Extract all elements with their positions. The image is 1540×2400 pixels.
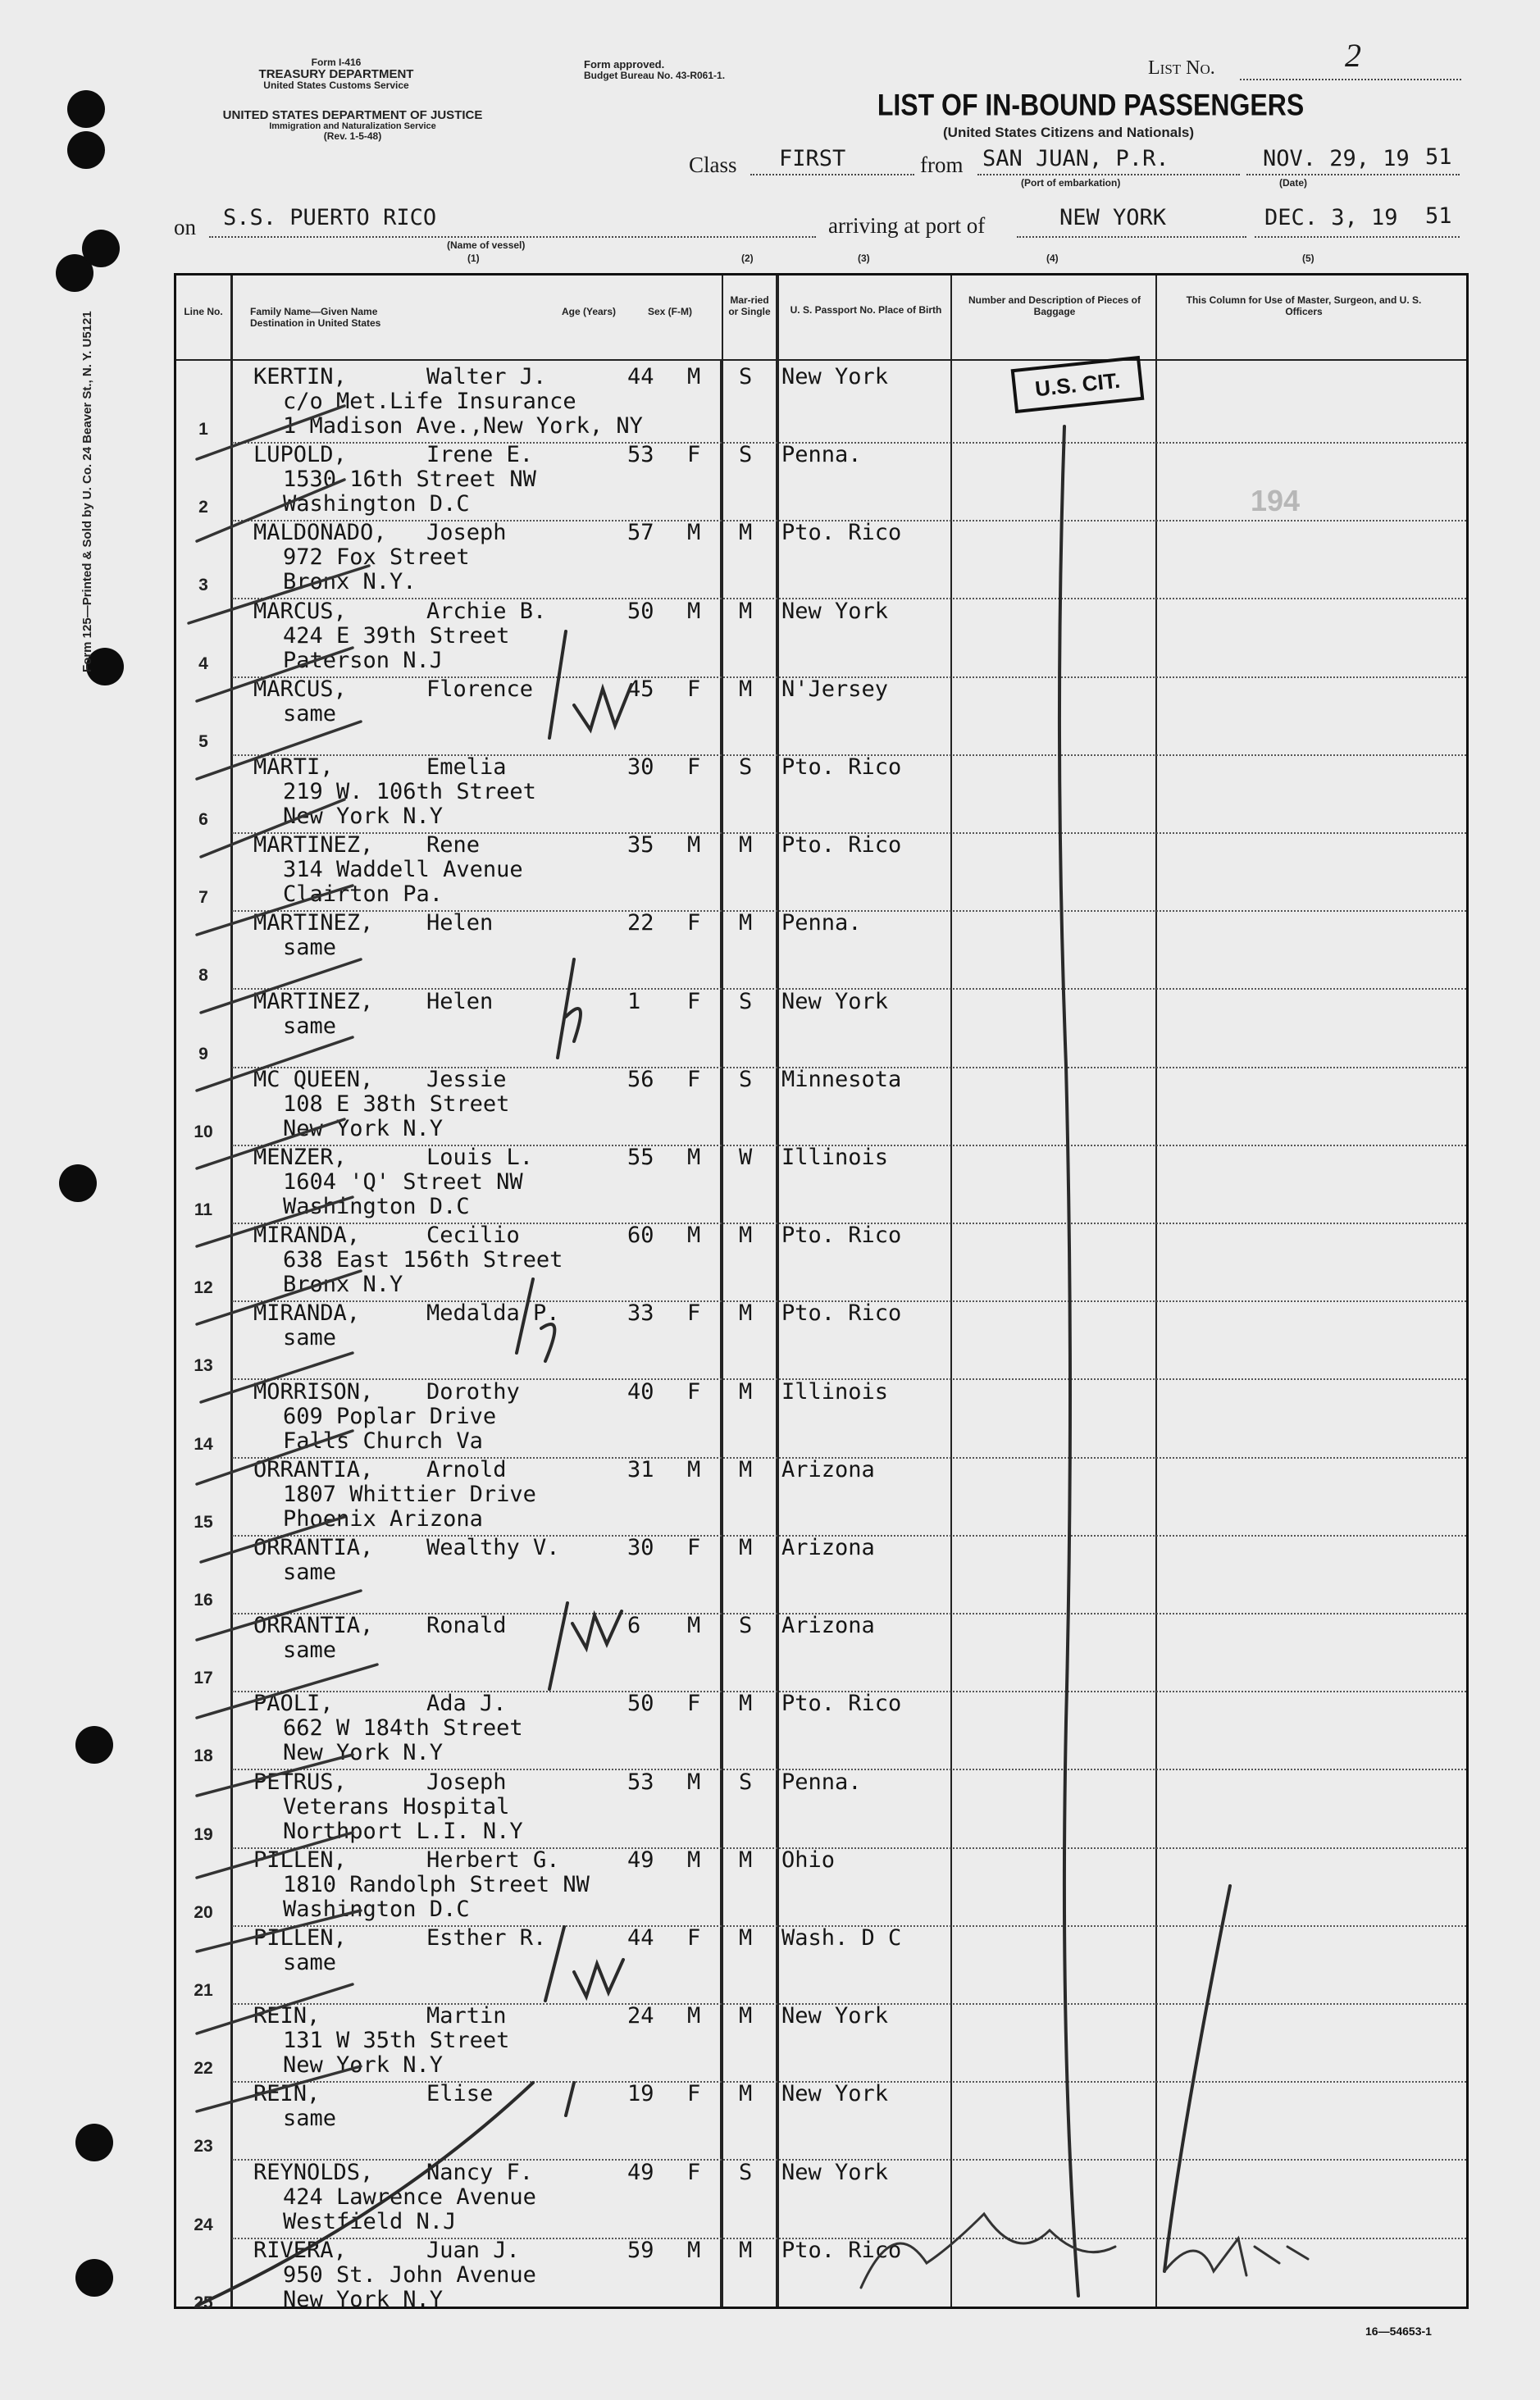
address-line-1: same [283, 1325, 337, 1351]
age: 24 [627, 2003, 654, 2029]
age: 6 [627, 1613, 641, 1639]
age: 35 [627, 832, 654, 858]
place-of-birth: New York [781, 988, 889, 1014]
age: 22 [627, 910, 654, 936]
form-number: 16—54653-1 [1365, 2325, 1432, 2338]
place-of-birth: Arizona [781, 1535, 875, 1560]
given-name: Elise [426, 2081, 494, 2107]
line-number: 1 [198, 420, 208, 439]
sex: F [687, 442, 701, 468]
address-line-1: same [283, 1950, 337, 1975]
line-number: 9 [198, 1044, 208, 1063]
family-name: MENZER, [253, 1145, 347, 1170]
line-number: 21 [194, 1981, 213, 2000]
marital-status: S [739, 1613, 753, 1639]
given-name: Florence [426, 676, 534, 702]
port-of-embarkation: SAN JUAN, P.R. [982, 146, 1169, 171]
family-name: ORRANTIA, [253, 1456, 374, 1482]
age: 53 [627, 1769, 654, 1795]
address-line-1: same [283, 935, 337, 961]
sex: M [687, 832, 701, 858]
given-name: Rene [426, 832, 481, 858]
sex: F [687, 910, 701, 936]
given-name: Martin [426, 2003, 507, 2029]
printer-imprint: Form 125—Printed & Sold by U. Co. 24 Beaver St., N. Y. U5121 [80, 311, 94, 672]
place-of-birth: New York [781, 598, 889, 624]
address-line-1: 972 Fox Street [283, 544, 470, 571]
address-line-1: 1807 Whittier Drive [283, 1481, 536, 1507]
place-of-birth: New York [781, 364, 889, 389]
family-name: PILLEN, [253, 1925, 347, 1951]
place-of-birth: Penna. [781, 1769, 862, 1795]
address-line-2: New York N.Y [283, 804, 444, 829]
col-header-line-no: Line No. [184, 306, 223, 317]
place-of-birth: Ohio [781, 1847, 836, 1873]
age: 45 [627, 676, 654, 702]
place-of-birth: Wash. D C [781, 1925, 902, 1951]
line-number: 18 [194, 1746, 213, 1766]
vessel-caption: (Name of vessel) [447, 239, 526, 251]
marital-status: M [739, 1691, 753, 1717]
family-name: REYNOLDS, [253, 2159, 374, 2185]
age: 44 [627, 1925, 654, 1951]
place-of-birth: Pto. Rico [781, 1223, 902, 1249]
marital-status: M [739, 676, 753, 702]
address-line-2: Washington D.C [283, 1896, 470, 1922]
address-line-2: Phoenix Arizona [283, 1505, 483, 1532]
sex: M [687, 598, 701, 624]
line-number: 11 [194, 1200, 213, 1219]
sex: M [687, 2237, 701, 2263]
age: 55 [627, 1145, 654, 1170]
family-name: MARTINEZ, [253, 988, 374, 1014]
sex: M [687, 1613, 701, 1639]
line-number: 25 [194, 2293, 213, 2312]
given-name: Arnold [426, 1456, 507, 1482]
line-number: 3 [198, 576, 208, 595]
address-line-1: same [283, 1013, 337, 1039]
address-line-2: Washington D.C [283, 1194, 470, 1219]
given-name: Medalda P. [426, 1300, 560, 1327]
line-number: 15 [194, 1512, 213, 1532]
place-of-birth: Arizona [781, 1613, 875, 1639]
family-name: PILLEN, [253, 1847, 347, 1873]
address-line-1: c/o Met.Life Insurance [283, 389, 576, 414]
page-subtitle: (United States Citizens and Nationals) [943, 125, 1195, 140]
address-line-1: 638 East 156th Street [283, 1247, 563, 1273]
family-name: MARCUS, [253, 598, 347, 624]
arrival-port: NEW YORK [1059, 205, 1167, 230]
marital-status: W [739, 1145, 753, 1170]
from-label: from [920, 153, 964, 177]
age: 50 [627, 1691, 654, 1717]
embark-year: 51 [1425, 144, 1452, 170]
marital-status: S [739, 1769, 753, 1795]
sex: M [687, 1847, 701, 1873]
col-number-3: (3) [858, 253, 870, 264]
sex: F [687, 1925, 701, 1951]
vessel-name: S.S. PUERTO RICO [223, 205, 437, 230]
line-number: 23 [194, 2137, 213, 2156]
marital-status: M [739, 2003, 753, 2029]
place-of-birth: New York [781, 2159, 889, 2185]
given-name: Ada J. [426, 1691, 507, 1717]
given-name: Irene E. [426, 442, 534, 468]
address-line-2: New York N.Y [283, 2286, 444, 2312]
col-header-age: Age (Years) [561, 306, 617, 317]
line-number: 14 [194, 1434, 213, 1454]
marital-status: M [739, 1378, 753, 1405]
col-header-name: Family Name—Given Name Destination in United States [250, 306, 381, 329]
age: 56 [627, 1066, 654, 1092]
treasury-form-block: Form I-416 TREASURY DEPARTMENT United States Customs Service [258, 57, 414, 92]
line-number: 5 [198, 731, 208, 751]
family-name: LUPOLD, [253, 442, 347, 468]
family-name: PAOLI, [253, 1691, 334, 1717]
line-number: 12 [194, 1278, 213, 1298]
line-number: 7 [198, 888, 208, 908]
sex: M [687, 1456, 701, 1482]
place-of-birth: Penna. [781, 442, 862, 468]
age: 30 [627, 754, 654, 780]
sex: F [687, 1691, 701, 1717]
given-name: Helen [426, 910, 494, 936]
address-line-1: same [283, 1560, 337, 1585]
address-line-2: Washington D.C [283, 491, 470, 517]
faint-page-number: 194 [1251, 484, 1301, 517]
family-name: KERTIN, [253, 364, 347, 389]
port-embarkation-caption: (Port of embarkation) [1021, 177, 1121, 189]
address-line-2: Paterson N.J [283, 647, 444, 673]
age: 40 [627, 1378, 654, 1405]
us-citizen-stamp: U.S. CIT. [1011, 356, 1145, 413]
marital-status: M [739, 1847, 753, 1873]
list-no-label: List No. [1148, 57, 1215, 79]
given-name: Dorothy [426, 1378, 520, 1405]
age: 49 [627, 1847, 654, 1873]
age: 59 [627, 2237, 654, 2263]
arriving-label: arriving at port of [828, 213, 986, 238]
sex: F [687, 1300, 701, 1327]
marital-status: S [739, 988, 753, 1014]
marital-status: M [739, 1456, 753, 1482]
given-name: Wealthy V. [426, 1535, 560, 1560]
col-header-sex: Sex (F-M) [648, 306, 692, 317]
marital-status: S [739, 2159, 753, 2185]
age: 1 [627, 988, 641, 1014]
given-name: Joseph [426, 520, 507, 546]
address-line-2: New York N.Y [283, 1740, 444, 1766]
sex: F [687, 754, 701, 780]
line-number: 22 [194, 2059, 213, 2079]
place-of-birth: Pto. Rico [781, 520, 902, 546]
place-of-birth: Arizona [781, 1456, 875, 1482]
sex: F [687, 1378, 701, 1405]
embark-date: NOV. 29, 19 [1263, 146, 1410, 171]
line-number: 10 [194, 1122, 213, 1141]
arrival-year: 51 [1425, 203, 1452, 229]
class-value: FIRST [779, 146, 846, 171]
family-name: ORRANTIA, [253, 1535, 374, 1560]
address-line-1: 424 Lawrence Avenue [283, 2184, 536, 2210]
marital-status: M [739, 598, 753, 624]
given-name: Nancy F. [426, 2159, 534, 2185]
line-number: 2 [198, 498, 208, 517]
place-of-birth: Pto. Rico [781, 2237, 902, 2263]
address-line-1: 1810 Randolph Street NW [283, 1871, 590, 1897]
marital-status: M [739, 1535, 753, 1560]
family-name: RIVERA, [253, 2237, 347, 2263]
marital-status: S [739, 754, 753, 780]
address-line-1: 314 Waddell Avenue [283, 857, 523, 883]
line-number: 4 [198, 654, 208, 673]
address-line-1: 219 W. 106th Street [283, 779, 536, 804]
sex: M [687, 1769, 701, 1795]
line-number: 20 [194, 1902, 213, 1922]
age: 31 [627, 1456, 654, 1482]
marital-status: M [739, 520, 753, 546]
address-line-1: same [283, 1637, 337, 1664]
given-name: Herbert G. [426, 1847, 560, 1873]
marital-status: S [739, 1066, 753, 1092]
address-line-1: same [283, 2106, 337, 2132]
marital-status: M [739, 1925, 753, 1951]
place-of-birth: N'Jersey [781, 676, 889, 702]
place-of-birth: Illinois [781, 1145, 889, 1170]
on-label: on [174, 215, 196, 239]
line-number: 17 [194, 1669, 213, 1688]
line-number: 8 [198, 966, 208, 986]
place-of-birth: Pto. Rico [781, 1300, 902, 1327]
marital-status: M [739, 832, 753, 858]
place-of-birth: Illinois [781, 1378, 889, 1405]
place-of-birth: Pto. Rico [781, 832, 902, 858]
address-line-2: Westfield N.J [283, 2208, 457, 2234]
family-name: MARTINEZ, [253, 832, 374, 858]
page-title: LIST OF IN-BOUND PASSENGERS [877, 88, 1305, 122]
address-line-2: New York N.Y [283, 1115, 444, 1141]
form-approval: Form approved. Budget Bureau No. 43-R061-1. [584, 58, 726, 81]
given-name: Esther R. [426, 1925, 547, 1951]
line-number: 24 [194, 2215, 213, 2234]
address-line-1: 1530 16th Street NW [283, 467, 536, 493]
line-number: 13 [194, 1356, 213, 1376]
sex: M [687, 2003, 701, 2029]
given-name: Ronald [426, 1613, 507, 1639]
given-name: Louis L. [426, 1145, 534, 1170]
address-line-1: 662 W 184th Street [283, 1715, 523, 1742]
sex: F [687, 1066, 701, 1092]
col-header-officers: This Column for Use of Master, Surgeon, and U. S. Officers [1186, 294, 1422, 317]
sex: M [687, 1223, 701, 1249]
address-line-1: 609 Poplar Drive [283, 1403, 497, 1429]
address-line-2: Bronx N.Y. [283, 569, 417, 595]
address-line-2: Bronx N.Y [283, 1272, 403, 1298]
sex: F [687, 1535, 701, 1560]
family-name: MC QUEEN, [253, 1066, 374, 1092]
age: 19 [627, 2081, 654, 2107]
col-number-4: (4) [1046, 253, 1059, 264]
family-name: MIRANDA, [253, 1223, 361, 1249]
family-name: ORRANTIA, [253, 1613, 374, 1639]
sex: M [687, 1145, 701, 1170]
address-line-2: New York N.Y [283, 2052, 444, 2079]
age: 57 [627, 520, 654, 546]
address-line-1: same [283, 700, 337, 726]
given-name: Walter J. [426, 364, 547, 389]
line-number: 6 [198, 810, 208, 829]
date-caption: (Date) [1279, 177, 1308, 189]
given-name: Helen [426, 988, 494, 1014]
age: 33 [627, 1300, 654, 1327]
col-number-5: (5) [1302, 253, 1314, 264]
given-name: Emelia [426, 754, 507, 780]
sex: F [687, 2081, 701, 2107]
given-name: Jessie [426, 1066, 507, 1092]
address-line-1: 131 W 35th Street [283, 2028, 510, 2054]
class-label: Class [689, 153, 737, 177]
address-line-2: Northport L.I. N.Y [283, 1818, 523, 1844]
age: 50 [627, 598, 654, 624]
col-header-passport: U. S. Passport No. Place of Birth [790, 304, 942, 316]
address-line-1: Veterans Hospital [283, 1793, 510, 1819]
justice-block: UNITED STATES DEPARTMENT OF JUSTICE Immigration and Naturalization Service (Rev. 1-5-48) [222, 108, 483, 143]
place-of-birth: Penna. [781, 910, 862, 936]
address-line-1: 108 E 38th Street [283, 1091, 510, 1117]
marital-status: M [739, 1300, 753, 1327]
address-line-2: Clairton Pa. [283, 881, 444, 908]
place-of-birth: New York [781, 2003, 889, 2029]
address-line-2: Falls Church Va [283, 1428, 483, 1454]
address-line-2: 1 Madison Ave.,New York, NY [283, 413, 643, 439]
col-number-2: (2) [741, 253, 754, 264]
address-line-1: 1604 'Q' Street NW [283, 1169, 523, 1195]
marital-status: M [739, 1223, 753, 1249]
given-name: Archie B. [426, 598, 547, 624]
marital-status: M [739, 2237, 753, 2263]
list-no-value: 2 [1345, 37, 1361, 74]
age: 44 [627, 364, 654, 389]
address-line-1: 424 E 39th Street [283, 622, 510, 649]
family-name: MALDONADO, [253, 520, 387, 546]
family-name: MORRISON, [253, 1378, 374, 1405]
family-name: REIN, [253, 2081, 321, 2107]
age: 30 [627, 1535, 654, 1560]
sex: F [687, 2159, 701, 2185]
family-name: REIN, [253, 2003, 321, 2029]
place-of-birth: Pto. Rico [781, 754, 902, 780]
marital-status: M [739, 910, 753, 936]
marital-status: S [739, 442, 753, 468]
age: 49 [627, 2159, 654, 2185]
col-header-baggage: Number and Description of Pieces of Baggage [968, 294, 1141, 317]
sex: M [687, 364, 701, 389]
family-name: PETRUS, [253, 1769, 347, 1795]
family-name: MARTI, [253, 754, 334, 780]
sex: F [687, 676, 701, 702]
family-name: MARTINEZ, [253, 910, 374, 936]
given-name: Cecilio [426, 1223, 520, 1249]
place-of-birth: Minnesota [781, 1066, 902, 1092]
col-number-1: (1) [467, 253, 480, 264]
place-of-birth: Pto. Rico [781, 1691, 902, 1717]
given-name: Joseph [426, 1769, 507, 1795]
address-line-1: 950 St. John Avenue [283, 2261, 536, 2288]
given-name: Juan J. [426, 2237, 520, 2263]
age: 60 [627, 1223, 654, 1249]
marital-status: M [739, 2081, 753, 2107]
family-name: MIRANDA, [253, 1300, 361, 1327]
col-header-married: Mar-ried or Single [728, 294, 771, 317]
place-of-birth: New York [781, 2081, 889, 2107]
line-number: 16 [194, 1591, 213, 1610]
age: 53 [627, 442, 654, 468]
arrival-date: DEC. 3, 19 [1264, 205, 1398, 230]
sex: F [687, 988, 701, 1014]
marital-status: S [739, 364, 753, 389]
line-number: 19 [194, 1824, 213, 1844]
sex: M [687, 520, 701, 546]
family-name: MARCUS, [253, 676, 347, 702]
